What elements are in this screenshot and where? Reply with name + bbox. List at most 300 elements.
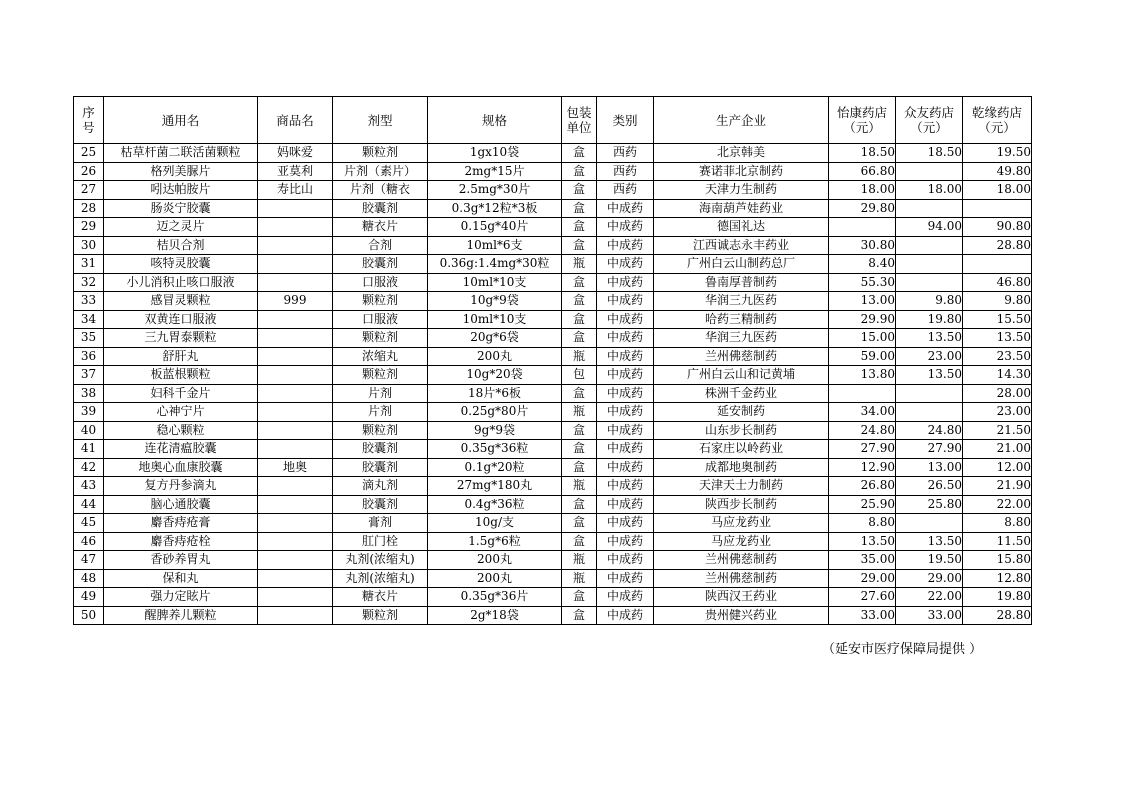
cell-brand-name bbox=[258, 569, 333, 588]
cell-specification: 10ml*10支 bbox=[428, 273, 562, 292]
cell-manufacturer: 鲁南厚普制药 bbox=[654, 273, 829, 292]
cell-price-yikang: 27.90 bbox=[829, 440, 896, 459]
cell-manufacturer: 兰州佛慈制药 bbox=[654, 569, 829, 588]
cell-category: 中成药 bbox=[597, 292, 654, 311]
cell-price-zhongyou bbox=[896, 255, 963, 274]
cell-dosage-form: 颗粒剂 bbox=[333, 144, 428, 163]
cell-specification: 0.3g*12粒*3板 bbox=[428, 199, 562, 218]
cell-specification: 10ml*6支 bbox=[428, 236, 562, 255]
cell-price-qianyuan bbox=[963, 255, 1032, 274]
cell-seq: 27 bbox=[74, 181, 104, 200]
cell-price-yikang: 24.80 bbox=[829, 421, 896, 440]
cell-dosage-form: 浓缩丸 bbox=[333, 347, 428, 366]
cell-manufacturer: 江西诚志永丰药业 bbox=[654, 236, 829, 255]
cell-category: 中成药 bbox=[597, 588, 654, 607]
cell-price-qianyuan: 22.00 bbox=[963, 495, 1032, 514]
cell-brand-name bbox=[258, 532, 333, 551]
cell-category: 中成药 bbox=[597, 329, 654, 348]
header-store-qianyuan: 乾缘药店 （元） bbox=[963, 97, 1032, 144]
cell-package-unit: 盒 bbox=[562, 329, 597, 348]
cell-category: 中成药 bbox=[597, 236, 654, 255]
table-row bbox=[74, 310, 1032, 329]
cell-brand-name: 999 bbox=[258, 292, 333, 311]
cell-price-qianyuan: 14.30 bbox=[963, 366, 1032, 385]
cell-category: 中成药 bbox=[597, 347, 654, 366]
table-row bbox=[74, 144, 1032, 163]
cell-price-zhongyou: 18.00 bbox=[896, 181, 963, 200]
cell-generic-name: 稳心颗粒 bbox=[104, 421, 258, 440]
cell-generic-name: 咳特灵胶囊 bbox=[104, 255, 258, 274]
cell-price-qianyuan: 28.80 bbox=[963, 606, 1032, 625]
cell-price-zhongyou bbox=[896, 162, 963, 181]
cell-price-zhongyou: 13.50 bbox=[896, 329, 963, 348]
cell-manufacturer: 陕西步长制药 bbox=[654, 495, 829, 514]
cell-price-zhongyou: 13.00 bbox=[896, 458, 963, 477]
cell-package-unit: 盒 bbox=[562, 384, 597, 403]
cell-seq: 32 bbox=[74, 273, 104, 292]
cell-seq: 50 bbox=[74, 606, 104, 625]
cell-package-unit: 盒 bbox=[562, 421, 597, 440]
cell-manufacturer: 成都地奥制药 bbox=[654, 458, 829, 477]
cell-price-zhongyou: 22.00 bbox=[896, 588, 963, 607]
cell-price-yikang bbox=[829, 218, 896, 237]
cell-dosage-form: 胶囊剂 bbox=[333, 440, 428, 459]
source-note: （延安市医疗保障局提供 ） bbox=[822, 642, 983, 657]
cell-generic-name: 舒肝丸 bbox=[104, 347, 258, 366]
cell-price-zhongyou: 25.80 bbox=[896, 495, 963, 514]
drug-price-table bbox=[73, 96, 1032, 625]
cell-manufacturer: 海南葫芦娃药业 bbox=[654, 199, 829, 218]
cell-category: 西药 bbox=[597, 181, 654, 200]
cell-price-zhongyou: 27.90 bbox=[896, 440, 963, 459]
cell-specification: 9g*9袋 bbox=[428, 421, 562, 440]
cell-seq: 28 bbox=[74, 199, 104, 218]
cell-price-qianyuan: 9.80 bbox=[963, 292, 1032, 311]
cell-package-unit: 盒 bbox=[562, 514, 597, 533]
cell-specification: 10g*9袋 bbox=[428, 292, 562, 311]
cell-price-zhongyou: 29.00 bbox=[896, 569, 963, 588]
cell-price-yikang: 18.50 bbox=[829, 144, 896, 163]
cell-brand-name: 寿比山 bbox=[258, 181, 333, 200]
cell-price-qianyuan: 11.50 bbox=[963, 532, 1032, 551]
cell-price-yikang: 35.00 bbox=[829, 551, 896, 570]
cell-seq: 44 bbox=[74, 495, 104, 514]
table-row bbox=[74, 569, 1032, 588]
cell-seq: 25 bbox=[74, 144, 104, 163]
header-specification: 规格 bbox=[428, 97, 562, 144]
cell-brand-name: 亚莫利 bbox=[258, 162, 333, 181]
table-row bbox=[74, 292, 1032, 311]
cell-seq: 34 bbox=[74, 310, 104, 329]
cell-package-unit: 瓶 bbox=[562, 477, 597, 496]
cell-specification: 1.5g*6粒 bbox=[428, 532, 562, 551]
cell-price-zhongyou bbox=[896, 403, 963, 422]
cell-brand-name bbox=[258, 477, 333, 496]
table-row bbox=[74, 366, 1032, 385]
cell-seq: 47 bbox=[74, 551, 104, 570]
cell-price-yikang: 33.00 bbox=[829, 606, 896, 625]
table-row bbox=[74, 477, 1032, 496]
cell-specification: 200丸 bbox=[428, 551, 562, 570]
cell-seq: 43 bbox=[74, 477, 104, 496]
cell-dosage-form: 口服液 bbox=[333, 273, 428, 292]
cell-manufacturer: 兰州佛慈制药 bbox=[654, 551, 829, 570]
cell-price-yikang: 59.00 bbox=[829, 347, 896, 366]
cell-dosage-form: 颗粒剂 bbox=[333, 329, 428, 348]
cell-seq: 46 bbox=[74, 532, 104, 551]
cell-price-yikang: 26.80 bbox=[829, 477, 896, 496]
table-row bbox=[74, 606, 1032, 625]
cell-generic-name: 香砂养胃丸 bbox=[104, 551, 258, 570]
cell-seq: 30 bbox=[74, 236, 104, 255]
cell-price-yikang: 29.80 bbox=[829, 199, 896, 218]
cell-generic-name: 脑心通胶囊 bbox=[104, 495, 258, 514]
cell-package-unit: 盒 bbox=[562, 440, 597, 459]
cell-brand-name bbox=[258, 551, 333, 570]
cell-specification: 18片*6板 bbox=[428, 384, 562, 403]
cell-manufacturer: 赛诺菲北京制药 bbox=[654, 162, 829, 181]
cell-brand-name bbox=[258, 495, 333, 514]
cell-price-qianyuan bbox=[963, 199, 1032, 218]
cell-manufacturer: 天津力生制药 bbox=[654, 181, 829, 200]
table-row bbox=[74, 162, 1032, 181]
cell-manufacturer: 马应龙药业 bbox=[654, 514, 829, 533]
cell-manufacturer: 华润三九医药 bbox=[654, 292, 829, 311]
cell-dosage-form: 胶囊剂 bbox=[333, 495, 428, 514]
cell-price-yikang: 12.90 bbox=[829, 458, 896, 477]
cell-price-yikang: 18.00 bbox=[829, 181, 896, 200]
cell-price-qianyuan: 18.00 bbox=[963, 181, 1032, 200]
cell-price-yikang: 29.00 bbox=[829, 569, 896, 588]
cell-brand-name bbox=[258, 329, 333, 348]
cell-price-yikang: 29.90 bbox=[829, 310, 896, 329]
cell-category: 西药 bbox=[597, 162, 654, 181]
cell-brand-name bbox=[258, 273, 333, 292]
cell-dosage-form: 糖衣片 bbox=[333, 588, 428, 607]
cell-dosage-form: 片剂 bbox=[333, 403, 428, 422]
cell-category: 中成药 bbox=[597, 310, 654, 329]
header-generic-name: 通用名 bbox=[104, 97, 258, 144]
cell-category: 中成药 bbox=[597, 384, 654, 403]
cell-dosage-form: 片剂（素片） bbox=[333, 162, 428, 181]
cell-price-yikang: 13.50 bbox=[829, 532, 896, 551]
cell-package-unit: 盒 bbox=[562, 495, 597, 514]
cell-category: 中成药 bbox=[597, 458, 654, 477]
cell-brand-name: 地奥 bbox=[258, 458, 333, 477]
cell-specification: 0.36g:1.4mg*30粒 bbox=[428, 255, 562, 274]
cell-dosage-form: 糖衣片 bbox=[333, 218, 428, 237]
cell-generic-name: 吲达帕胺片 bbox=[104, 181, 258, 200]
cell-specification: 200丸 bbox=[428, 569, 562, 588]
cell-manufacturer: 石家庄以岭药业 bbox=[654, 440, 829, 459]
cell-price-zhongyou: 23.00 bbox=[896, 347, 963, 366]
cell-dosage-form: 片剂（糖衣 bbox=[333, 181, 428, 200]
cell-seq: 31 bbox=[74, 255, 104, 274]
cell-price-yikang: 66.80 bbox=[829, 162, 896, 181]
cell-brand-name bbox=[258, 588, 333, 607]
cell-category: 中成药 bbox=[597, 440, 654, 459]
price-table-container bbox=[73, 96, 1032, 625]
cell-package-unit: 盒 bbox=[562, 218, 597, 237]
cell-generic-name: 心神宁片 bbox=[104, 403, 258, 422]
cell-dosage-form: 颗粒剂 bbox=[333, 421, 428, 440]
cell-manufacturer: 天津天士力制药 bbox=[654, 477, 829, 496]
header-manufacturer: 生产企业 bbox=[654, 97, 829, 144]
cell-generic-name: 肠炎宁胶囊 bbox=[104, 199, 258, 218]
cell-specification: 1gx10袋 bbox=[428, 144, 562, 163]
cell-dosage-form: 膏剂 bbox=[333, 514, 428, 533]
cell-manufacturer: 德国礼达 bbox=[654, 218, 829, 237]
cell-price-qianyuan: 46.80 bbox=[963, 273, 1032, 292]
table-row bbox=[74, 199, 1032, 218]
cell-price-zhongyou: 19.50 bbox=[896, 551, 963, 570]
cell-specification: 20g*6袋 bbox=[428, 329, 562, 348]
cell-manufacturer: 北京韩美 bbox=[654, 144, 829, 163]
cell-price-zhongyou bbox=[896, 199, 963, 218]
cell-specification: 2.5mg*30片 bbox=[428, 181, 562, 200]
cell-price-yikang: 8.80 bbox=[829, 514, 896, 533]
cell-manufacturer: 广州白云山和记黄埔 bbox=[654, 366, 829, 385]
header-seq: 序 号 bbox=[74, 97, 104, 144]
table-row bbox=[74, 347, 1032, 366]
table-row bbox=[74, 588, 1032, 607]
header-store-yikang: 怡康药店 （元） bbox=[829, 97, 896, 144]
cell-seq: 35 bbox=[74, 329, 104, 348]
cell-generic-name: 桔贝合剂 bbox=[104, 236, 258, 255]
cell-price-yikang: 8.40 bbox=[829, 255, 896, 274]
cell-category: 中成药 bbox=[597, 606, 654, 625]
cell-price-zhongyou: 13.50 bbox=[896, 366, 963, 385]
cell-price-zhongyou bbox=[896, 273, 963, 292]
cell-price-yikang: 15.00 bbox=[829, 329, 896, 348]
table-row bbox=[74, 495, 1032, 514]
cell-price-qianyuan: 28.00 bbox=[963, 384, 1032, 403]
table-row bbox=[74, 273, 1032, 292]
cell-generic-name: 麝香痔疮栓 bbox=[104, 532, 258, 551]
cell-generic-name: 妇科千金片 bbox=[104, 384, 258, 403]
cell-brand-name bbox=[258, 255, 333, 274]
cell-brand-name bbox=[258, 199, 333, 218]
cell-dosage-form: 胶囊剂 bbox=[333, 458, 428, 477]
cell-price-yikang: 55.30 bbox=[829, 273, 896, 292]
cell-specification: 0.35g*36片 bbox=[428, 588, 562, 607]
cell-brand-name bbox=[258, 218, 333, 237]
cell-price-zhongyou: 24.80 bbox=[896, 421, 963, 440]
header-brand-name: 商品名 bbox=[258, 97, 333, 144]
cell-price-qianyuan: 21.00 bbox=[963, 440, 1032, 459]
cell-generic-name: 枯草杆菌二联活菌颗粒 bbox=[104, 144, 258, 163]
cell-seq: 26 bbox=[74, 162, 104, 181]
cell-price-qianyuan: 49.80 bbox=[963, 162, 1032, 181]
cell-specification: 0.25g*80片 bbox=[428, 403, 562, 422]
cell-price-qianyuan: 19.50 bbox=[963, 144, 1032, 163]
cell-seq: 40 bbox=[74, 421, 104, 440]
cell-price-qianyuan: 28.80 bbox=[963, 236, 1032, 255]
cell-category: 中成药 bbox=[597, 218, 654, 237]
cell-seq: 45 bbox=[74, 514, 104, 533]
cell-brand-name bbox=[258, 606, 333, 625]
cell-price-yikang: 30.80 bbox=[829, 236, 896, 255]
cell-price-zhongyou: 26.50 bbox=[896, 477, 963, 496]
cell-package-unit: 瓶 bbox=[562, 569, 597, 588]
cell-price-qianyuan: 23.50 bbox=[963, 347, 1032, 366]
cell-seq: 48 bbox=[74, 569, 104, 588]
cell-seq: 49 bbox=[74, 588, 104, 607]
cell-seq: 33 bbox=[74, 292, 104, 311]
cell-price-qianyuan: 21.90 bbox=[963, 477, 1032, 496]
cell-price-zhongyou: 94.00 bbox=[896, 218, 963, 237]
cell-category: 中成药 bbox=[597, 366, 654, 385]
cell-package-unit: 盒 bbox=[562, 273, 597, 292]
cell-brand-name bbox=[258, 514, 333, 533]
cell-price-qianyuan: 19.80 bbox=[963, 588, 1032, 607]
cell-price-zhongyou bbox=[896, 384, 963, 403]
cell-category: 中成药 bbox=[597, 495, 654, 514]
table-row bbox=[74, 440, 1032, 459]
cell-specification: 10ml*10支 bbox=[428, 310, 562, 329]
table-row bbox=[74, 255, 1032, 274]
cell-seq: 42 bbox=[74, 458, 104, 477]
cell-generic-name: 强力定眩片 bbox=[104, 588, 258, 607]
cell-package-unit: 盒 bbox=[562, 532, 597, 551]
table-row bbox=[74, 551, 1032, 570]
table-row bbox=[74, 236, 1032, 255]
cell-price-yikang: 13.00 bbox=[829, 292, 896, 311]
cell-seq: 29 bbox=[74, 218, 104, 237]
cell-generic-name: 小儿消积止咳口服液 bbox=[104, 273, 258, 292]
cell-category: 中成药 bbox=[597, 532, 654, 551]
cell-specification: 2mg*15片 bbox=[428, 162, 562, 181]
cell-package-unit: 盒 bbox=[562, 199, 597, 218]
cell-generic-name: 醒脾养儿颗粒 bbox=[104, 606, 258, 625]
cell-brand-name bbox=[258, 421, 333, 440]
cell-specification: 0.1g*20粒 bbox=[428, 458, 562, 477]
cell-brand-name bbox=[258, 366, 333, 385]
cell-generic-name: 迈之灵片 bbox=[104, 218, 258, 237]
table-row bbox=[74, 218, 1032, 237]
cell-category: 中成药 bbox=[597, 273, 654, 292]
cell-specification: 2g*18袋 bbox=[428, 606, 562, 625]
cell-price-zhongyou: 18.50 bbox=[896, 144, 963, 163]
cell-generic-name: 格列美脲片 bbox=[104, 162, 258, 181]
cell-price-zhongyou bbox=[896, 514, 963, 533]
cell-category: 中成药 bbox=[597, 514, 654, 533]
cell-package-unit: 盒 bbox=[562, 606, 597, 625]
cell-brand-name bbox=[258, 347, 333, 366]
cell-category: 中成药 bbox=[597, 569, 654, 588]
cell-manufacturer: 哈药三精制药 bbox=[654, 310, 829, 329]
cell-dosage-form: 颗粒剂 bbox=[333, 292, 428, 311]
cell-manufacturer: 山东步长制药 bbox=[654, 421, 829, 440]
cell-generic-name: 连花清瘟胶囊 bbox=[104, 440, 258, 459]
cell-manufacturer: 延安制药 bbox=[654, 403, 829, 422]
cell-price-qianyuan: 15.50 bbox=[963, 310, 1032, 329]
cell-specification: 200丸 bbox=[428, 347, 562, 366]
cell-price-qianyuan: 8.80 bbox=[963, 514, 1032, 533]
cell-package-unit: 盒 bbox=[562, 162, 597, 181]
table-row bbox=[74, 458, 1032, 477]
cell-category: 中成药 bbox=[597, 199, 654, 218]
header-category: 类别 bbox=[597, 97, 654, 144]
table-row bbox=[74, 384, 1032, 403]
cell-price-qianyuan: 23.00 bbox=[963, 403, 1032, 422]
cell-specification: 27mg*180丸 bbox=[428, 477, 562, 496]
cell-dosage-form: 口服液 bbox=[333, 310, 428, 329]
cell-dosage-form: 合剂 bbox=[333, 236, 428, 255]
cell-price-zhongyou bbox=[896, 236, 963, 255]
cell-price-qianyuan: 21.50 bbox=[963, 421, 1032, 440]
cell-seq: 36 bbox=[74, 347, 104, 366]
cell-package-unit: 盒 bbox=[562, 181, 597, 200]
table-row bbox=[74, 514, 1032, 533]
table-row bbox=[74, 403, 1032, 422]
cell-package-unit: 盒 bbox=[562, 144, 597, 163]
cell-dosage-form: 胶囊剂 bbox=[333, 255, 428, 274]
cell-generic-name: 双黄连口服液 bbox=[104, 310, 258, 329]
cell-manufacturer: 马应龙药业 bbox=[654, 532, 829, 551]
cell-seq: 38 bbox=[74, 384, 104, 403]
cell-dosage-form: 颗粒剂 bbox=[333, 366, 428, 385]
cell-package-unit: 瓶 bbox=[562, 551, 597, 570]
cell-category: 中成药 bbox=[597, 551, 654, 570]
cell-price-zhongyou: 33.00 bbox=[896, 606, 963, 625]
cell-specification: 10g/支 bbox=[428, 514, 562, 533]
cell-manufacturer: 陕西汉王药业 bbox=[654, 588, 829, 607]
cell-generic-name: 复方丹参滴丸 bbox=[104, 477, 258, 496]
cell-specification: 10g*20袋 bbox=[428, 366, 562, 385]
table-row bbox=[74, 181, 1032, 200]
cell-price-zhongyou: 9.80 bbox=[896, 292, 963, 311]
cell-dosage-form: 丸剂(浓缩丸) bbox=[333, 569, 428, 588]
cell-price-qianyuan: 15.80 bbox=[963, 551, 1032, 570]
cell-package-unit: 盒 bbox=[562, 236, 597, 255]
table-row bbox=[74, 329, 1032, 348]
cell-generic-name: 三九胃泰颗粒 bbox=[104, 329, 258, 348]
cell-manufacturer: 华润三九医药 bbox=[654, 329, 829, 348]
cell-package-unit: 瓶 bbox=[562, 347, 597, 366]
cell-price-qianyuan: 13.50 bbox=[963, 329, 1032, 348]
cell-generic-name: 板蓝根颗粒 bbox=[104, 366, 258, 385]
cell-seq: 39 bbox=[74, 403, 104, 422]
cell-brand-name bbox=[258, 310, 333, 329]
cell-manufacturer: 兰州佛慈制药 bbox=[654, 347, 829, 366]
table-row bbox=[74, 421, 1032, 440]
cell-package-unit: 盒 bbox=[562, 310, 597, 329]
cell-package-unit: 盒 bbox=[562, 588, 597, 607]
cell-package-unit: 瓶 bbox=[562, 255, 597, 274]
cell-manufacturer: 贵州健兴药业 bbox=[654, 606, 829, 625]
cell-generic-name: 感冒灵颗粒 bbox=[104, 292, 258, 311]
cell-price-yikang: 34.00 bbox=[829, 403, 896, 422]
cell-package-unit: 盒 bbox=[562, 292, 597, 311]
cell-brand-name bbox=[258, 403, 333, 422]
cell-brand-name bbox=[258, 236, 333, 255]
table-row bbox=[74, 532, 1032, 551]
cell-price-qianyuan: 12.00 bbox=[963, 458, 1032, 477]
cell-manufacturer: 广州白云山制药总厂 bbox=[654, 255, 829, 274]
cell-price-qianyuan: 90.80 bbox=[963, 218, 1032, 237]
cell-dosage-form: 片剂 bbox=[333, 384, 428, 403]
cell-category: 中成药 bbox=[597, 403, 654, 422]
cell-category: 中成药 bbox=[597, 477, 654, 496]
cell-generic-name: 保和丸 bbox=[104, 569, 258, 588]
cell-price-yikang: 25.90 bbox=[829, 495, 896, 514]
cell-seq: 37 bbox=[74, 366, 104, 385]
cell-specification: 0.35g*36粒 bbox=[428, 440, 562, 459]
cell-package-unit: 盒 bbox=[562, 458, 597, 477]
table-body bbox=[74, 144, 1032, 625]
cell-category: 西药 bbox=[597, 144, 654, 163]
